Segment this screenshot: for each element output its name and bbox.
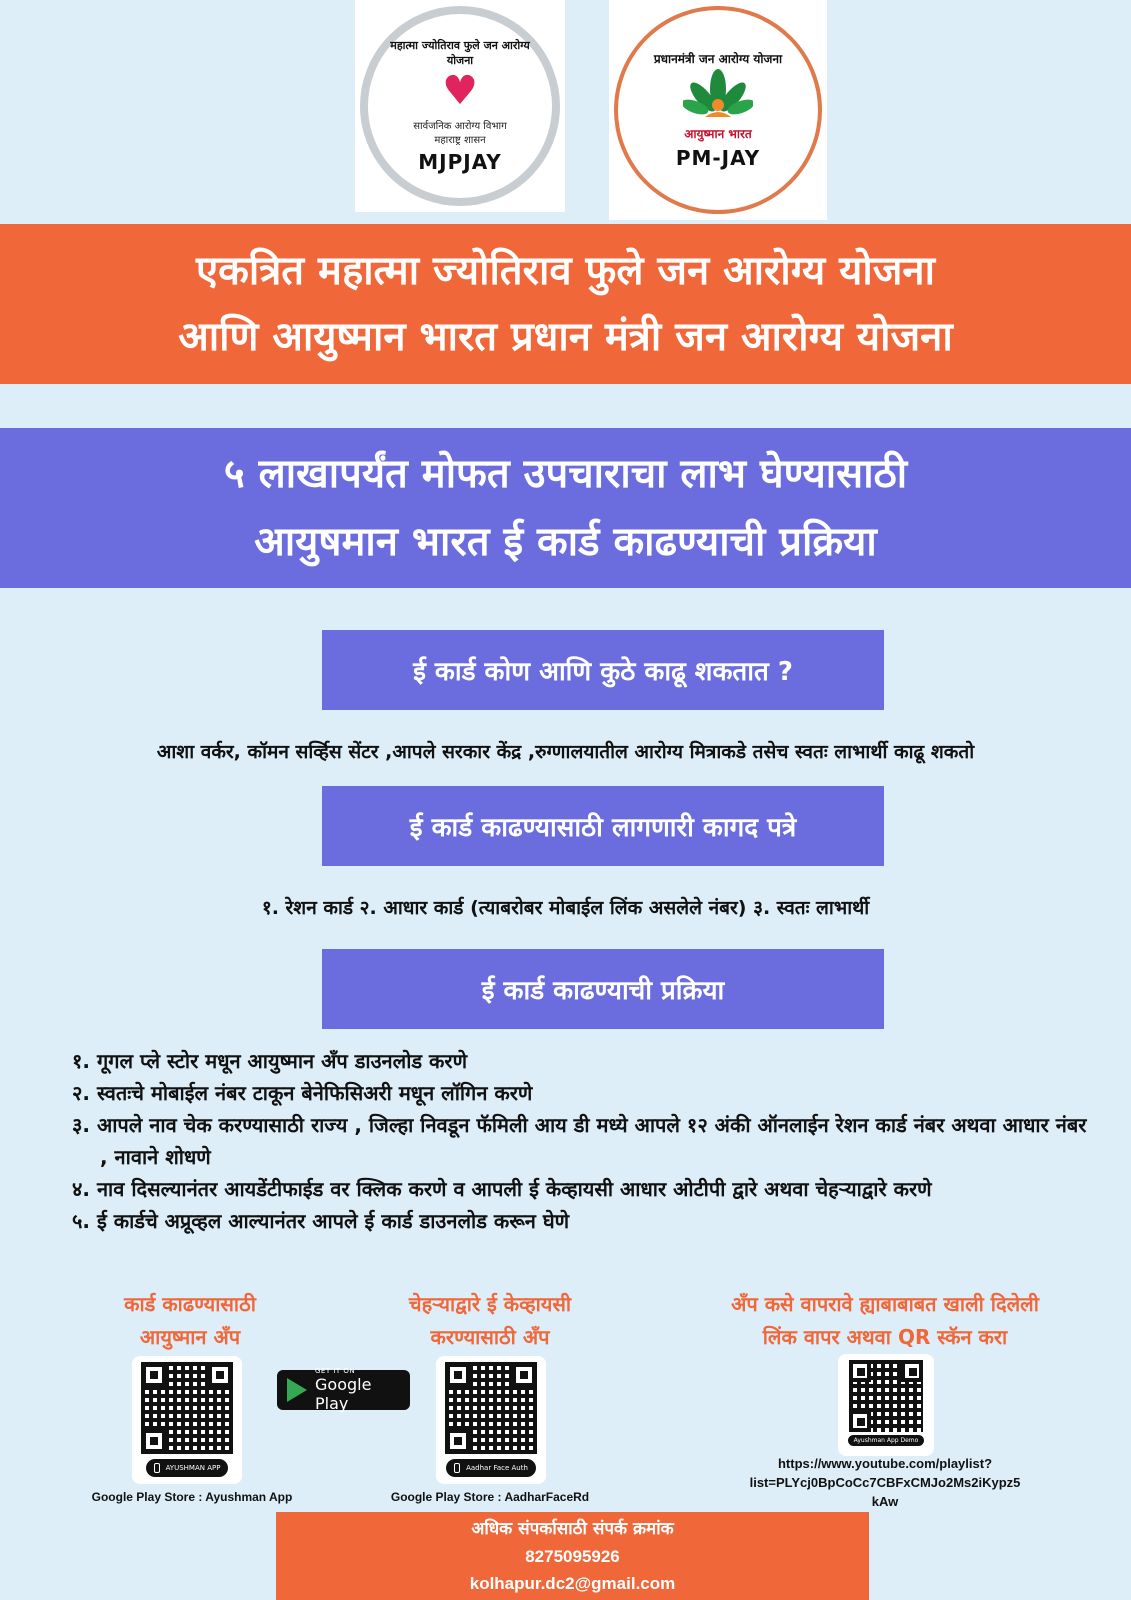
mjpjay-arc-text: महात्मा ज्योतिराव फुले जन आरोग्य योजना: [390, 39, 530, 67]
demo-app-title-line1: अँप कसे वापरावे ह्याबाबाबत खाली दिलेली: [731, 1292, 1039, 1316]
demo-app-title: [660, 1288, 1110, 1354]
ayushman-qr-label-text: AYUSHMAN APP: [165, 1464, 221, 1472]
contact-email[interactable]: kolhapur.dc2@gmail.com: [469, 1573, 676, 1593]
who-where-text: आशा वर्कर, कॉमन सर्व्हिस सेंटर ,आपले सरकार केंद्र ,रुग्णालयातील आरोग्य मित्राकडे तसेच स्वतः लाभार्थी काढू शकतो: [156, 741, 975, 763]
process-step: ५. ई कार्डचे अप्रूव्हल आल्यानंतर आपले ई कार्ड डाउनलोड करून घेणे: [72, 1209, 570, 1233]
contact-phone[interactable]: 8275095926: [525, 1546, 620, 1566]
pmjay-sub-text: आयुष्मान भारत: [684, 127, 752, 141]
phone-icon: [154, 1463, 160, 1473]
demo-app-title-line2: लिंक वापर अथवा QR स्कॅन करा: [762, 1325, 1008, 1349]
face-app-title-line1: चेहऱ्याद्वारे ई केव्हायसी: [408, 1292, 572, 1316]
pmjay-logo: [609, 0, 827, 220]
phone-icon: [454, 1463, 460, 1473]
google-play-small-text: GET IT ON: [315, 1367, 356, 1375]
family-heart-icon: ♥: [442, 68, 478, 114]
face-app-title-line2: करण्यासाठी अँप: [430, 1325, 550, 1349]
google-play-icon: [287, 1378, 307, 1402]
qr-code-icon: [849, 1360, 923, 1432]
ecard-banner-line1: ५ लाखापर्यंत मोफत उपचाराचा लाभ घेण्यासाठी: [223, 451, 908, 497]
face-qr-label: [446, 1459, 536, 1477]
process-heading: ई कार्ड काढण्याची प्रक्रिया: [322, 949, 884, 1029]
documents-heading: ई कार्ड काढण्यासाठी लागणारी कागद पत्रे: [322, 786, 884, 866]
demo-qr-label: [848, 1435, 925, 1446]
pmjay-code: PM-JAY: [675, 146, 761, 170]
youtube-playlist-link[interactable]: [720, 1454, 1050, 1511]
documents-text: १. रेशन कार्ड २. आधार कार्ड (त्याबरोबर मोबाईल लिंक असलेले नंबर) ३. स्वतः लाभार्थी: [261, 897, 870, 919]
ayushman-app-title: [60, 1288, 320, 1354]
demo-qr-label-text: Ayushman App Demo: [853, 1437, 919, 1444]
lotus-icon: [683, 67, 753, 121]
pmjay-seal: [614, 6, 822, 214]
process-step: २. स्वतःचे मोबाईल नंबर टाकून बेनेफिसिअरी मधून लॉगिन करणे: [72, 1081, 533, 1105]
qr-code-icon: [141, 1362, 233, 1454]
pmjay-arc-text: प्रधानमंत्री जन आरोग्य योजना: [653, 52, 783, 66]
face-app-caption: Google Play Store : AadharFaceRd: [390, 1490, 590, 1504]
mjpjay-seal: [360, 6, 560, 206]
process-step: ४. नाव दिसल्यानंतर आयडेंटीफाईड वर क्लिक करणे व आपली ई केव्हायसी आधार ओटीपी द्वारे अथवा चेहऱ्याद्वारे करणे: [72, 1177, 932, 1201]
scheme-title-line1: एकत्रित महात्मा ज्योतिराव फुले जन आरोग्य योजना: [196, 248, 935, 294]
ayushman-app-title-line2: आयुष्मान अँप: [139, 1325, 241, 1349]
demo-playlist-qr[interactable]: [838, 1354, 934, 1456]
google-play-badge[interactable]: [277, 1367, 410, 1413]
youtube-link-line3: kAw: [871, 1494, 899, 1509]
mjpjay-logo: [355, 0, 565, 212]
qr-code-icon: [445, 1362, 537, 1454]
ayushman-app-title-line1: कार्ड काढण्यासाठी: [124, 1292, 256, 1316]
ecard-banner-line2: आयुषमान भारत ई कार्ड काढण्याची प्रक्रिया: [254, 519, 877, 565]
process-step: १. गूगल प्ले स्टोर मधून आयुष्मान अँप डाउनलोड करणे: [72, 1049, 468, 1073]
face-qr-label-text: Aadhar Face Auth: [466, 1464, 528, 1472]
face-app-title: [360, 1288, 620, 1354]
ayushman-qr-label: [146, 1459, 229, 1477]
ayushman-app-caption: Google Play Store : Ayushman App: [91, 1490, 293, 1504]
google-play-big-text: Google Play: [315, 1375, 372, 1413]
ayushman-app-qr[interactable]: [132, 1356, 242, 1484]
youtube-link-line2: list=PLYcj0BpCoCc7CBFxCMJo2Ms2iKypz5: [749, 1475, 1021, 1490]
contact-label: अधिक संपर्कासाठी संपर्क क्रमांक: [471, 1518, 674, 1539]
youtube-link-line1: https://www.youtube.com/playlist?: [777, 1456, 993, 1471]
scheme-title-line2: आणि आयुष्मान भारत प्रधान मंत्री जन आरोग्य योजना: [178, 314, 953, 360]
face-app-qr[interactable]: [436, 1356, 546, 1484]
process-steps: [72, 1045, 1092, 1237]
mjpjay-code: MJPJAY: [418, 150, 502, 174]
process-step: ३. आपले नाव चेक करण्यासाठी राज्य , जिल्हा निवडून फॅमिली आय डी मध्ये आपले १२ अंकी ऑनलाईन रेशन कार्ड नंबर अथवा आधार नंबर , नावाने शोधणे: [72, 1113, 1087, 1169]
mjpjay-govt-text: महाराष्ट्र शासन: [434, 135, 486, 146]
who-where-heading: ई कार्ड कोण आणि कुठे काढू शकतात ?: [322, 630, 884, 710]
mjpjay-dept-text: सार्वजनिक आरोग्य विभाग: [413, 121, 507, 132]
contact-footer: [276, 1512, 869, 1600]
scheme-title-banner: [0, 224, 1131, 384]
ecard-process-banner: [0, 428, 1131, 588]
